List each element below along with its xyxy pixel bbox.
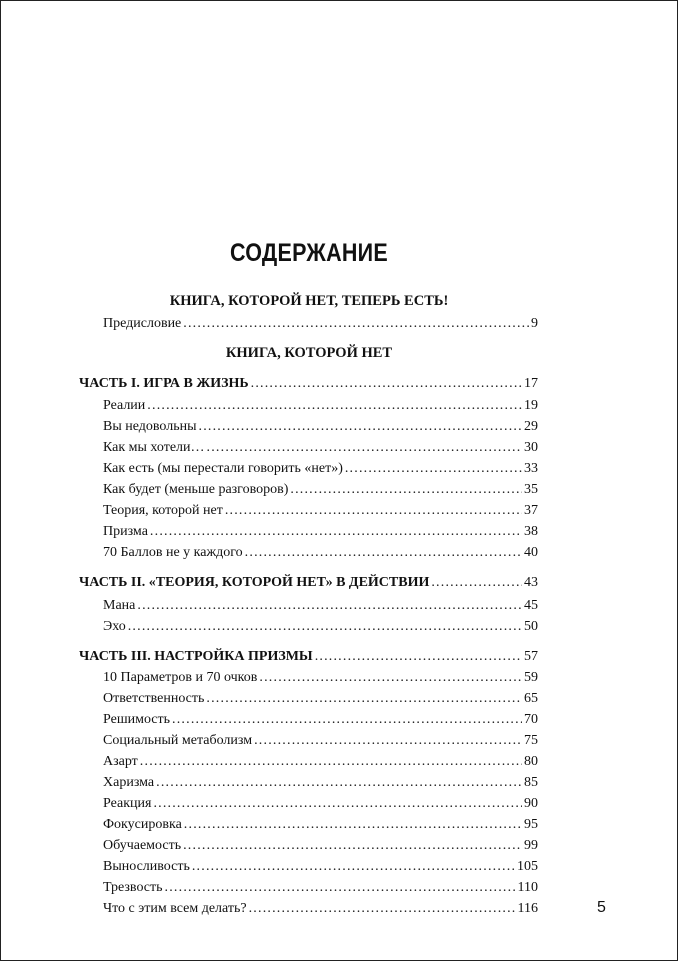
toc-entry [103, 900, 538, 918]
toc-page-number: 35 [524, 482, 538, 497]
dot-leader [128, 618, 522, 636]
dot-leader [137, 597, 522, 615]
toc-entry [103, 732, 538, 750]
toc-part-label: ЧАСТЬ II. «ТЕОРИЯ, КОТОРОЙ НЕТ» В ДЕЙСТВИИ [79, 575, 430, 590]
toc-page-number: 40 [524, 545, 538, 560]
toc-entry-label: Теория, которой нет [103, 503, 223, 518]
toc-entry [103, 502, 538, 520]
toc-entry-label: Предисловие [103, 316, 182, 331]
toc-page-number: 30 [524, 440, 538, 455]
toc-page-number: 110 [517, 880, 538, 895]
dot-leader [315, 648, 522, 666]
toc-entry [103, 544, 538, 562]
section-heading-book-now-exists: КНИГА, КОТОРОЙ НЕТ, ТЕПЕРЬ ЕСТЬ! [169, 293, 449, 309]
toc-part-2 [79, 574, 538, 592]
toc-entry-label: Азарт [103, 754, 138, 769]
toc-entry [103, 858, 538, 876]
toc-entry [103, 439, 538, 457]
toc-entry-label: Обучаемость [103, 838, 182, 853]
toc-page-number: 85 [524, 775, 538, 790]
toc-page-number: 38 [524, 524, 538, 539]
dot-leader [199, 418, 523, 436]
toc-entry [103, 418, 538, 436]
toc-page-number: 59 [524, 670, 538, 685]
toc-entry-label: Ответственность [103, 691, 205, 706]
toc-page-number: 43 [524, 575, 538, 590]
dot-leader [259, 669, 522, 687]
toc-part-label: ЧАСТЬ III. НАСТРОЙКА ПРИЗМЫ [79, 649, 313, 664]
dot-leader [206, 690, 522, 708]
toc-page-number: 33 [524, 461, 538, 476]
section-heading-book-that-doesnt-exist: КНИГА, КОТОРОЙ НЕТ [225, 345, 393, 361]
dot-leader [290, 481, 522, 499]
toc-entry [103, 753, 538, 771]
dot-leader [431, 574, 522, 592]
toc-entry-label: Выносливость [103, 859, 190, 874]
toc-page-number: 90 [524, 796, 538, 811]
dot-leader [153, 795, 522, 813]
dot-leader [156, 774, 522, 792]
toc-page-number: 9 [531, 316, 538, 331]
toc-entry-label: 10 Параметров и 70 очков [103, 670, 258, 685]
page-title: СОДЕРЖАНИЕ [229, 239, 388, 267]
toc-entry-preface [103, 315, 538, 333]
toc-entry [103, 523, 538, 541]
toc-entry-label: Что с этим всем делать? [103, 901, 247, 916]
dot-leader [207, 439, 522, 457]
toc-entry-label: Как будет (меньше разговоров) [103, 482, 289, 497]
toc-page-number: 65 [524, 691, 538, 706]
toc-page-number: 57 [524, 649, 538, 664]
dot-leader [251, 375, 522, 393]
toc-page-number: 75 [524, 733, 538, 748]
toc-page-number: 70 [524, 712, 538, 727]
dot-leader [345, 460, 522, 478]
toc-entry [103, 879, 538, 897]
toc-page-number: 99 [524, 838, 538, 853]
toc-page-number: 17 [524, 376, 538, 391]
toc-page-number: 37 [524, 503, 538, 518]
toc-entry [103, 397, 538, 415]
toc-page-number: 50 [524, 619, 538, 634]
toc-part-1 [79, 375, 538, 393]
toc-entry-label: Решимость [103, 712, 171, 727]
toc-entry [103, 837, 538, 855]
toc-entry [103, 774, 538, 792]
toc-entry [103, 690, 538, 708]
toc-page-number: 95 [524, 817, 538, 832]
toc-entry-label: Как есть (мы перестали говорить «нет») [103, 461, 343, 476]
page-number: 5 [597, 899, 606, 916]
toc-entry-label: Харизма [103, 775, 155, 790]
dot-leader [172, 711, 522, 729]
toc-page-number: 45 [524, 598, 538, 613]
toc-part-3 [79, 648, 538, 666]
toc-entry [103, 816, 538, 834]
toc-entry [103, 711, 538, 729]
toc-entry-label: Реалии [103, 398, 146, 413]
dot-leader [192, 858, 515, 876]
toc-entry-label: Как мы хотели… [103, 440, 205, 455]
toc-page-number: 80 [524, 754, 538, 769]
toc-entry-label: Мана [103, 598, 136, 613]
toc-entry-label: Фокусировка [103, 817, 182, 832]
toc-page-number: 116 [517, 901, 538, 916]
dot-leader [165, 879, 516, 897]
toc-entry-label: 70 Баллов не у каждого [103, 545, 243, 560]
dot-leader [183, 837, 522, 855]
toc-entry-label: Эхо [103, 619, 126, 634]
toc-page-number: 19 [524, 398, 538, 413]
dot-leader [183, 315, 529, 333]
dot-leader [140, 753, 522, 771]
toc-entry [103, 618, 538, 636]
toc-entry-label: Вы недовольны [103, 419, 197, 434]
dot-leader [184, 816, 522, 834]
toc-entry-label: Социальный метаболизм [103, 733, 253, 748]
dot-leader [254, 732, 522, 750]
toc-entry-label: Трезвость [103, 880, 163, 895]
toc-entry-label: Призма [103, 524, 148, 539]
dot-leader [225, 502, 522, 520]
dot-leader [150, 523, 522, 541]
toc-entry-label: Реакция [103, 796, 152, 811]
toc-entry [103, 795, 538, 813]
toc-entry [103, 481, 538, 499]
toc-entry [103, 669, 538, 687]
toc-part-label: ЧАСТЬ I. ИГРА В ЖИЗНЬ [79, 376, 249, 391]
dot-leader [245, 544, 522, 562]
toc-page-number: 29 [524, 419, 538, 434]
dot-leader [249, 900, 516, 918]
toc-entry [103, 460, 538, 478]
toc-page-number: 105 [517, 859, 538, 874]
dot-leader [147, 397, 522, 415]
toc-entry [103, 597, 538, 615]
